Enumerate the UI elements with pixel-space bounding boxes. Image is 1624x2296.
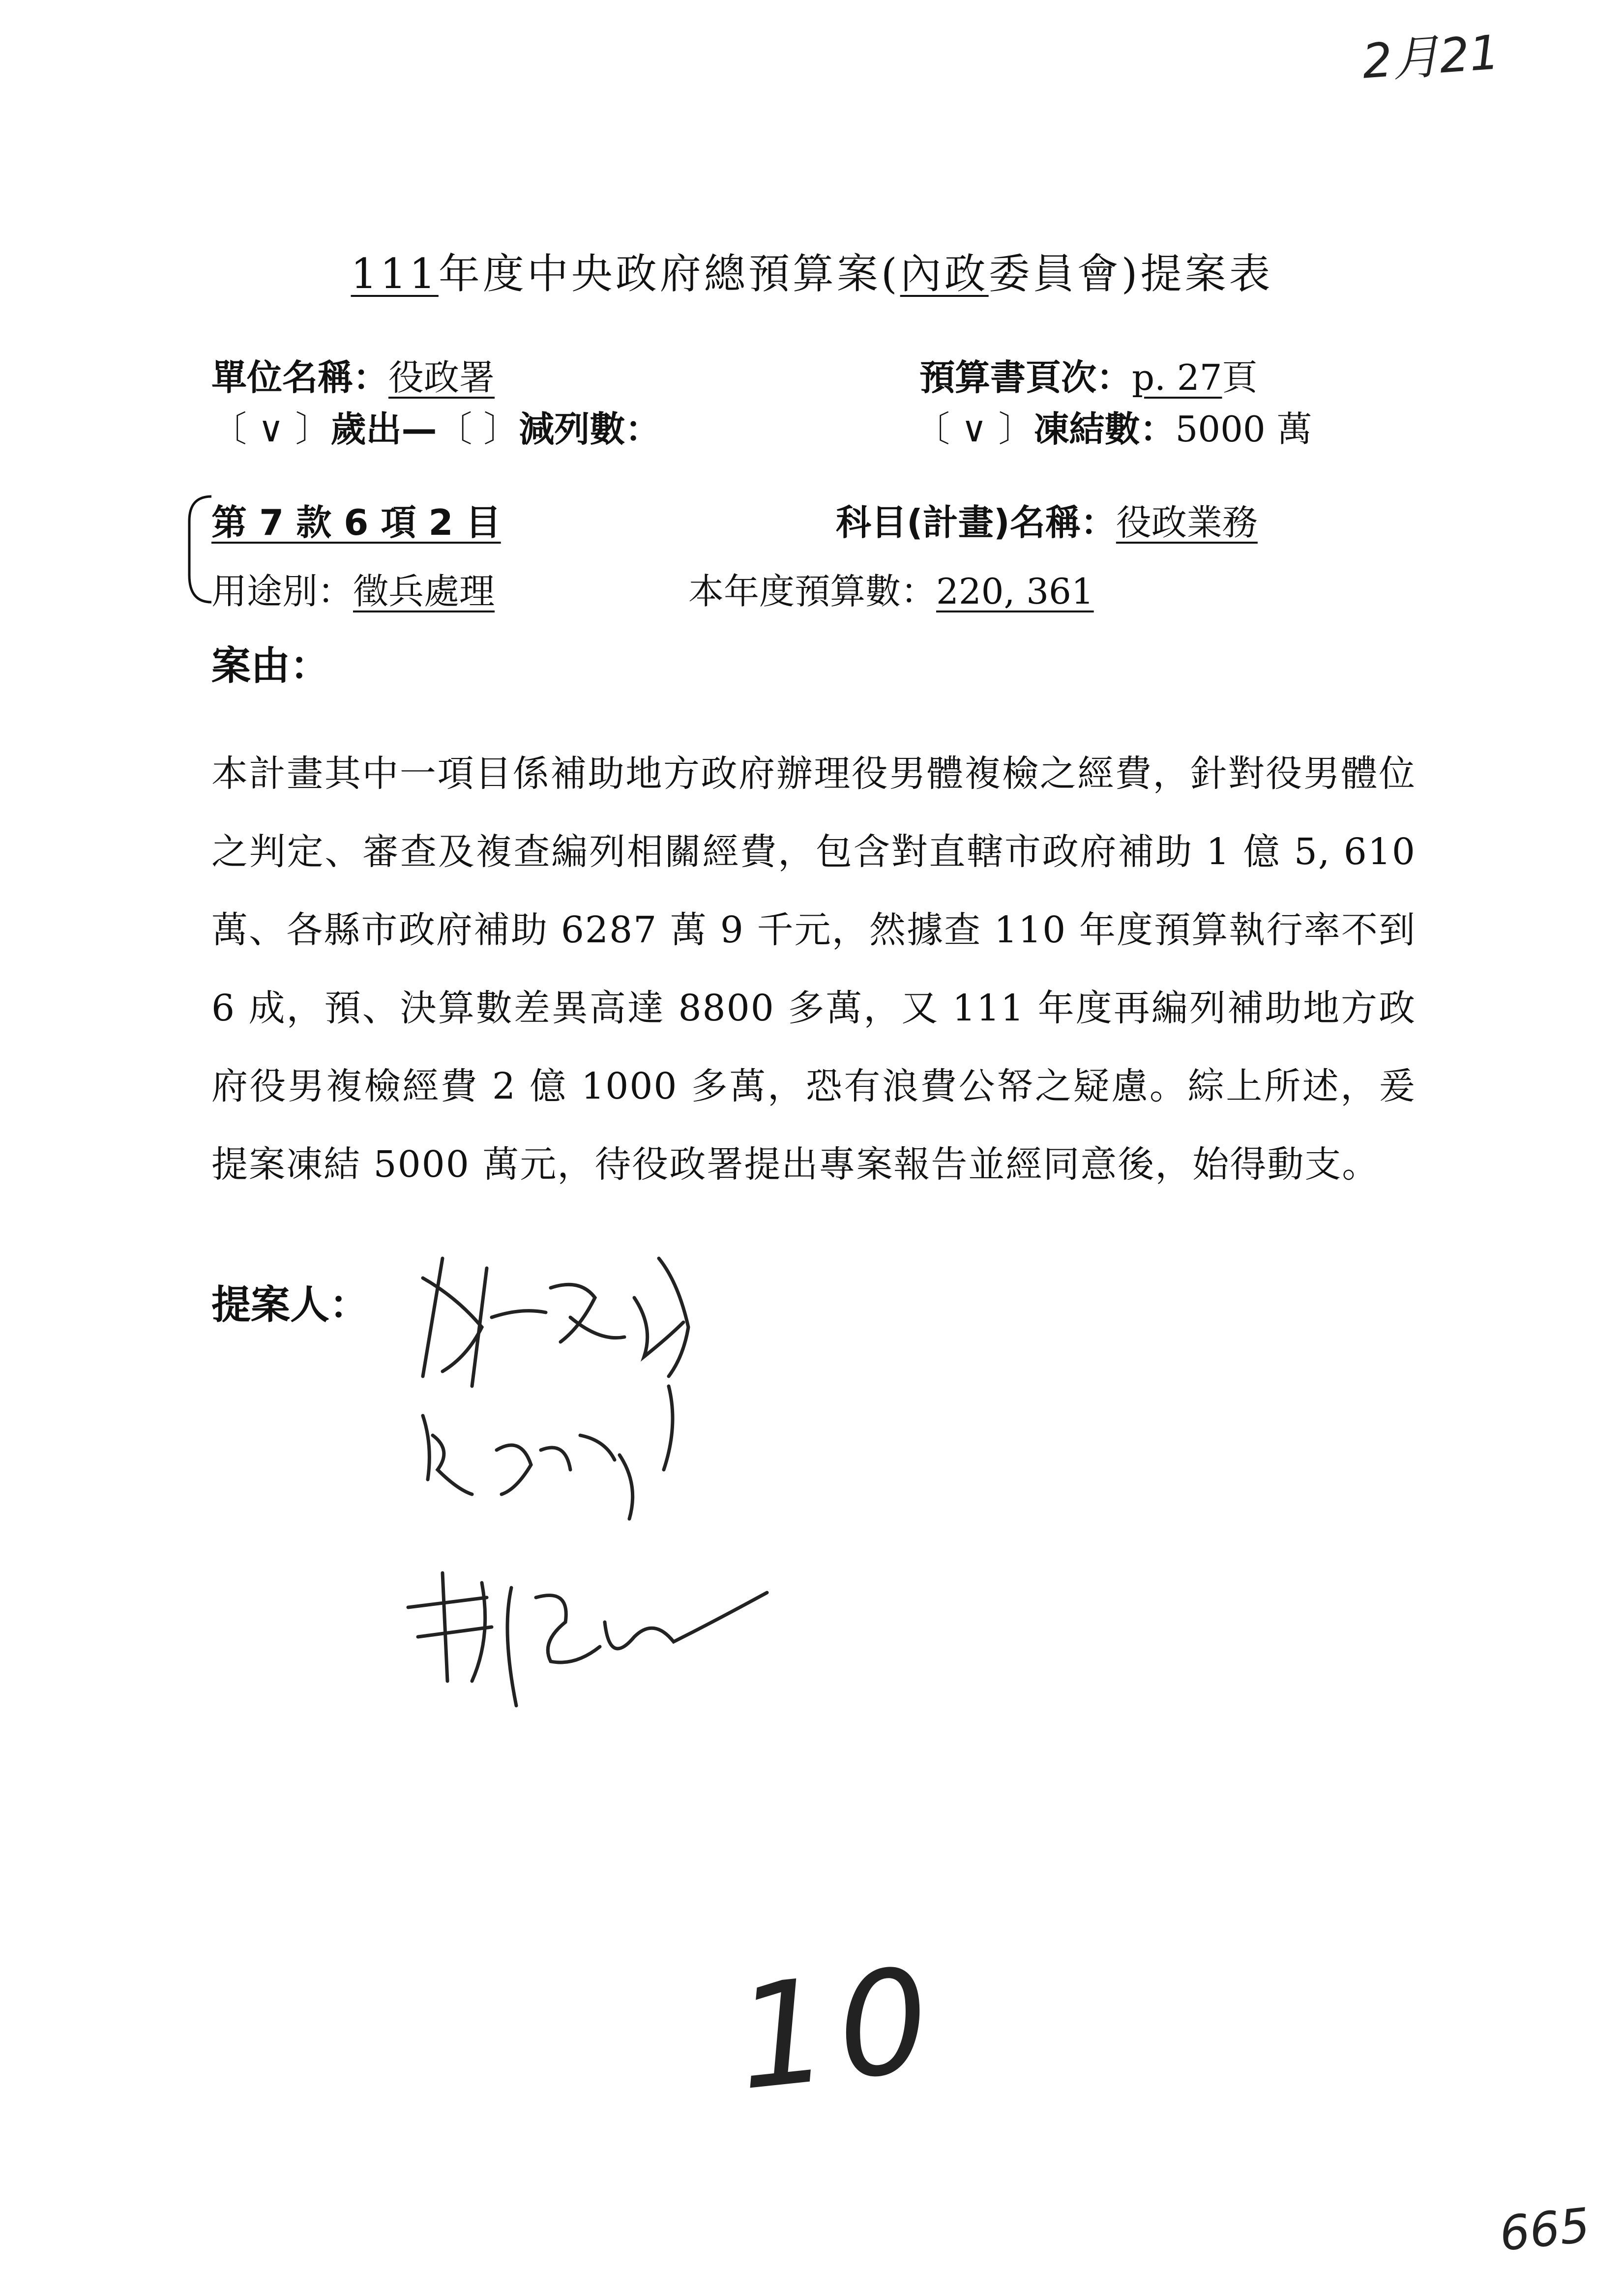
page-ref-suffix: 頁: [1222, 357, 1258, 398]
expense-check: 〔 ∨ 〕: [211, 408, 331, 450]
reason-body: 本計畫其中一項目係補助地方政府辦理役男體複檢之經費，針對役男體位之判定、審查及複查編列相關經費，包含對直轄市政府補助 1 億 5, 610 萬、各縣市政府補助 6287 萬 9 千元，然據查 110 年度預算執行率不到 6 成，預、決算數差異高達 8800 多萬，又 111 年度再編列補助地方政府役男複檢經費 2 億 1000 多萬，恐有浪費公帑之疑慮。綜上所述，爰提案凍結 5000 萬元，待役政署提出專案報告並經同意後，始得動支。: [211, 753, 1416, 1186]
proposer-label: 提案人：: [211, 1282, 369, 1328]
expense-label: 歲出—: [330, 408, 437, 450]
section-brace: [189, 496, 211, 602]
handwritten-number: 10: [729, 1936, 947, 2122]
freeze-check: 〔 ∨ 〕: [915, 408, 1034, 450]
signature-3: [408, 1573, 767, 1706]
signature-1: [423, 1258, 688, 1386]
handwritten-page-number: 665: [1497, 2197, 1593, 2262]
title-suffix: 委員會)提案表: [988, 250, 1273, 298]
page-ref-value: p. 27: [1132, 357, 1222, 398]
title-committee: 內政: [900, 250, 989, 298]
usage-value: 徵兵處理: [353, 571, 495, 612]
reduce-check: 〔 〕: [437, 408, 519, 450]
unit-value: 役政署: [388, 357, 495, 398]
budget-label: 本年度預算數：: [688, 571, 937, 612]
subject-value: 役政業務: [1116, 502, 1258, 543]
title-year: 111: [351, 250, 439, 298]
freeze-label: 凍結數：: [1033, 408, 1176, 450]
reason-heading: 案由：: [211, 643, 329, 689]
subject-label: 科目(計畫)名稱：: [836, 502, 1116, 543]
title-prefix: 年度中央政府總預算案(: [438, 250, 900, 298]
handwritten-date: 2月21: [1360, 25, 1502, 89]
page-ref-label: 預算書頁次：: [919, 357, 1132, 398]
unit-label: 單位名稱：: [211, 357, 389, 398]
signature-2: [423, 1386, 673, 1519]
usage-label: 用途別：: [211, 571, 354, 612]
section-value: 第 7 款 6 項 2 目: [211, 502, 501, 543]
budget-value: 220, 361: [936, 571, 1094, 612]
freeze-value: 5000 萬: [1175, 408, 1312, 450]
reduce-label: 減列數：: [519, 408, 661, 450]
